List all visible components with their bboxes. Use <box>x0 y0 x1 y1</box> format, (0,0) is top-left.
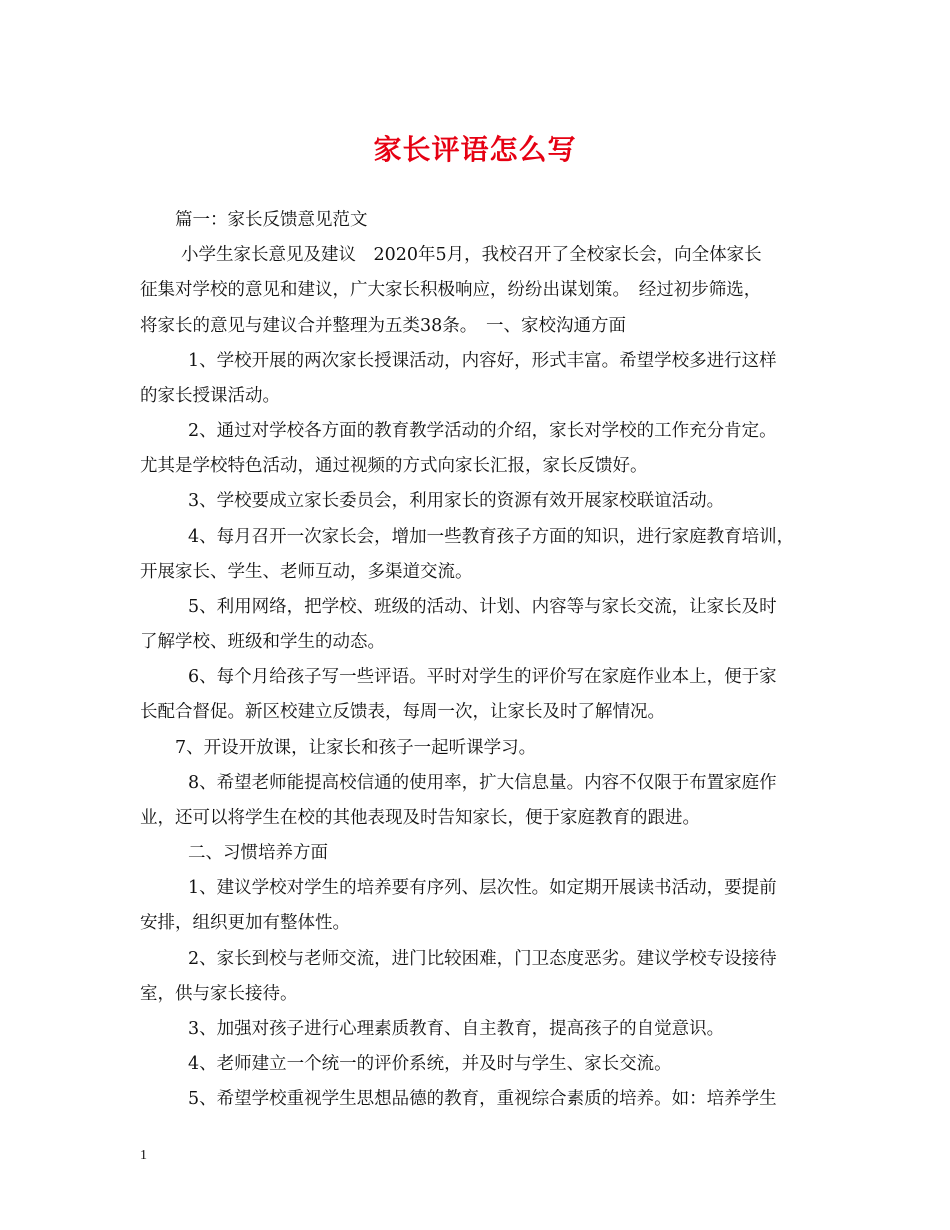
paragraph-line: 4、老师建立一个统一的评价系统，并及时与学生、家长交流。 <box>188 1054 672 1074</box>
page-number: 1 <box>140 1148 147 1163</box>
paragraph-line: 7、开设开放课，让家长和孩子一起听课学习。 <box>175 738 537 758</box>
paragraph-line: 征集对学校的意见和建议，广大家长积极响应，纷纷出谋划策。 经过初步筛选， <box>140 280 762 300</box>
paragraph-line: 1、建议学校对学生的培养要有序列、层次性。如定期开展读书活动，要提前 <box>188 878 777 898</box>
paragraph-line: 3、学校要成立家长委员会，利用家长的资源有效开展家校联谊活动。 <box>188 491 725 511</box>
paragraph-line: 业，还可以将学生在校的其他表现及时告知家长，便于家庭教育的跟进。 <box>140 808 700 828</box>
paragraph-line: 长配合督促。新区校建立反馈表，每周一次，让家长及时了解情况。 <box>140 702 665 722</box>
paragraph-line: 小学生家长意见及建议 2020年5月，我校召开了全校家长会，向全体家长 <box>181 245 762 265</box>
paragraph-line: 5、希望学校重视学生思想品德的教育，重视综合素质的培养。如：培养学生 <box>188 1089 777 1109</box>
paragraph-line: 室，供与家长接待。 <box>140 984 298 1004</box>
paragraph-line: 了解学校、班级和学生的动态。 <box>140 632 385 652</box>
paragraph-line: 4、每月召开一次家长会，增加一些教育孩子方面的知识，进行家庭教育培训， <box>188 527 795 547</box>
paragraph-line: 2、通过对学校各方面的教育教学活动的介绍，家长对学校的工作充分肯定。 <box>188 421 777 441</box>
paragraph-line: 将家长的意见与建议合并整理为五类38条。 一、家校沟通方面 <box>140 316 627 336</box>
paragraph-line: 6、每个月给孩子写一些评语。平时对学生的评价写在家庭作业本上，便于家 <box>188 667 777 687</box>
paragraph-line: 1、学校开展的两次家长授课活动，内容好，形式丰富。希望学校多进行这样 <box>188 351 777 371</box>
paragraph-line: 2、家长到校与老师交流，进门比较困难，门卫态度恶劣。建议学校专设接待 <box>188 949 777 969</box>
document-title: 家长评语怎么写 <box>373 133 577 166</box>
paragraph-line: 开展家长、学生、老师互动，多渠道交流。 <box>140 562 473 582</box>
paragraph-line: 5、利用网络，把学校、班级的活动、计划、内容等与家长交流，让家长及时 <box>188 597 777 617</box>
section-heading: 篇一：家长反馈意见范文 <box>175 210 368 230</box>
paragraph-line: 8、希望老师能提高校信通的使用率，扩大信息量。内容不仅限于布置家庭作 <box>188 773 777 793</box>
paragraph-line: 的家长授课活动。 <box>140 386 280 406</box>
paragraph-line: 3、加强对孩子进行心理素质教育、自主教育，提高孩子的自觉意识。 <box>188 1019 725 1039</box>
section-heading: 二、习惯培养方面 <box>188 843 328 863</box>
paragraph-line: 安排，组织更加有整体性。 <box>140 913 350 933</box>
paragraph-line: 尤其是学校特色活动，通过视频的方式向家长汇报，家长反馈好。 <box>140 456 648 476</box>
